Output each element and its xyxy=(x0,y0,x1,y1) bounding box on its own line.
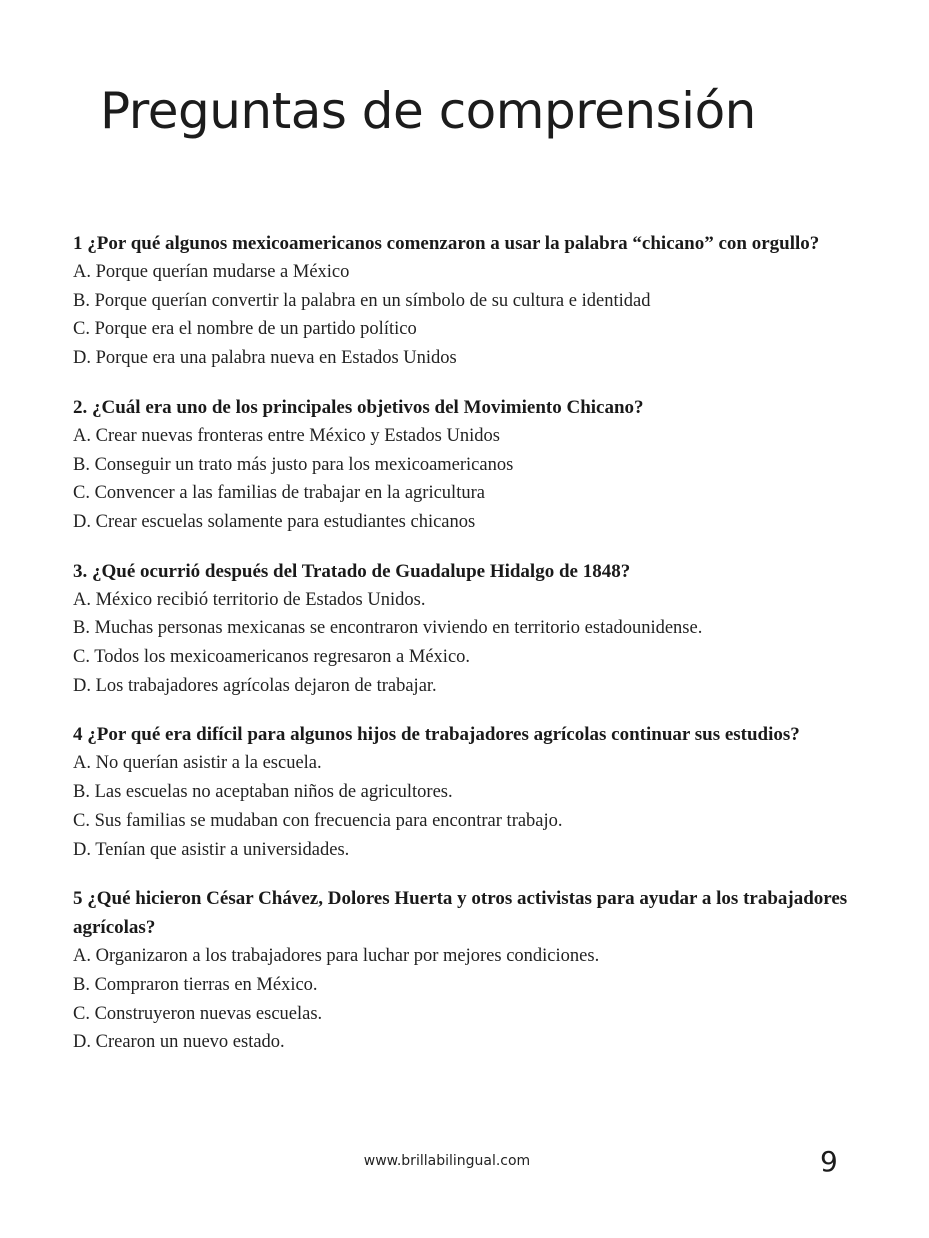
question-text: 2. ¿Cuál era uno de los principales objetivos del Movimiento Chicano? xyxy=(73,396,644,418)
footer-url: www.brillabilingual.com xyxy=(363,1153,531,1169)
option-d: D. Porque era una palabra nueva en Estados Unidos xyxy=(73,348,457,369)
option-b: B. Las escuelas no aceptaban niños de agricultores. xyxy=(73,782,453,803)
option-a: A. Organizaron a los trabajadores para luchar por mejores condiciones. xyxy=(73,946,600,967)
question-2 xyxy=(73,393,853,537)
option-a: A. Porque querían mudarse a México xyxy=(73,262,350,282)
option-c: C. Porque era el nombre de un partido político xyxy=(73,319,417,340)
question-text: 5 ¿Qué hicieron César Chávez, Dolores Huerta y otros activistas para ayudar a los trabajadores agrícolas? xyxy=(73,888,848,939)
option-a: A. México recibió territorio de Estados Unidos. xyxy=(73,589,426,610)
option-c: C. Construyeron nuevas escuelas. xyxy=(73,1003,323,1024)
question-4 xyxy=(73,720,853,864)
option-a: A. Crear nuevas fronteras entre México y Estados Unidos xyxy=(73,425,500,446)
option-c: C. Sus familias se mudaban con frecuencia para encontrar trabajo. xyxy=(73,810,563,831)
question-text: 3. ¿Qué ocurrió después del Tratado de Guadalupe Hidalgo de 1848? xyxy=(73,560,631,582)
option-d: D. Los trabajadores agrícolas dejaron de trabajar. xyxy=(73,675,437,696)
option-d: D. Crearon un nuevo estado. xyxy=(73,1032,285,1053)
questions-list xyxy=(73,229,853,1077)
option-c: C. Convencer a las familias de trabajar en la agricultura xyxy=(73,483,485,504)
question-text: 1 ¿Por qué algunos mexicoamericanos comenzaron a usar la palabra “chicano” con orgullo? xyxy=(73,233,820,254)
option-c: C. Todos los mexicoamericanos regresaron a México. xyxy=(73,647,471,668)
option-d: D. Tenían que asistir a universidades. xyxy=(73,839,350,860)
page-number: 9 xyxy=(820,1145,838,1178)
option-b: B. Compraron tierras en México. xyxy=(73,974,318,995)
option-d: D. Crear escuelas solamente para estudiantes chicanos xyxy=(73,511,476,532)
option-b: B. Porque querían convertir la palabra en un símbolo de su cultura e identidad xyxy=(73,290,651,311)
question-text: 4 ¿Por qué era difícil para algunos hijos de trabajadores agrícolas continuar sus estudios? xyxy=(73,724,800,746)
page-title: Preguntas de comprensión xyxy=(100,82,756,140)
option-b: B. Conseguir un trato más justo para los mexicoamericanos xyxy=(73,454,514,475)
question-5 xyxy=(73,884,853,1057)
option-b: B. Muchas personas mexicanas se encontraron viviendo en territorio estadounidense. xyxy=(73,618,703,639)
question-3 xyxy=(73,557,853,701)
question-1 xyxy=(73,229,853,373)
option-a: A. No querían asistir a la escuela. xyxy=(73,753,322,774)
